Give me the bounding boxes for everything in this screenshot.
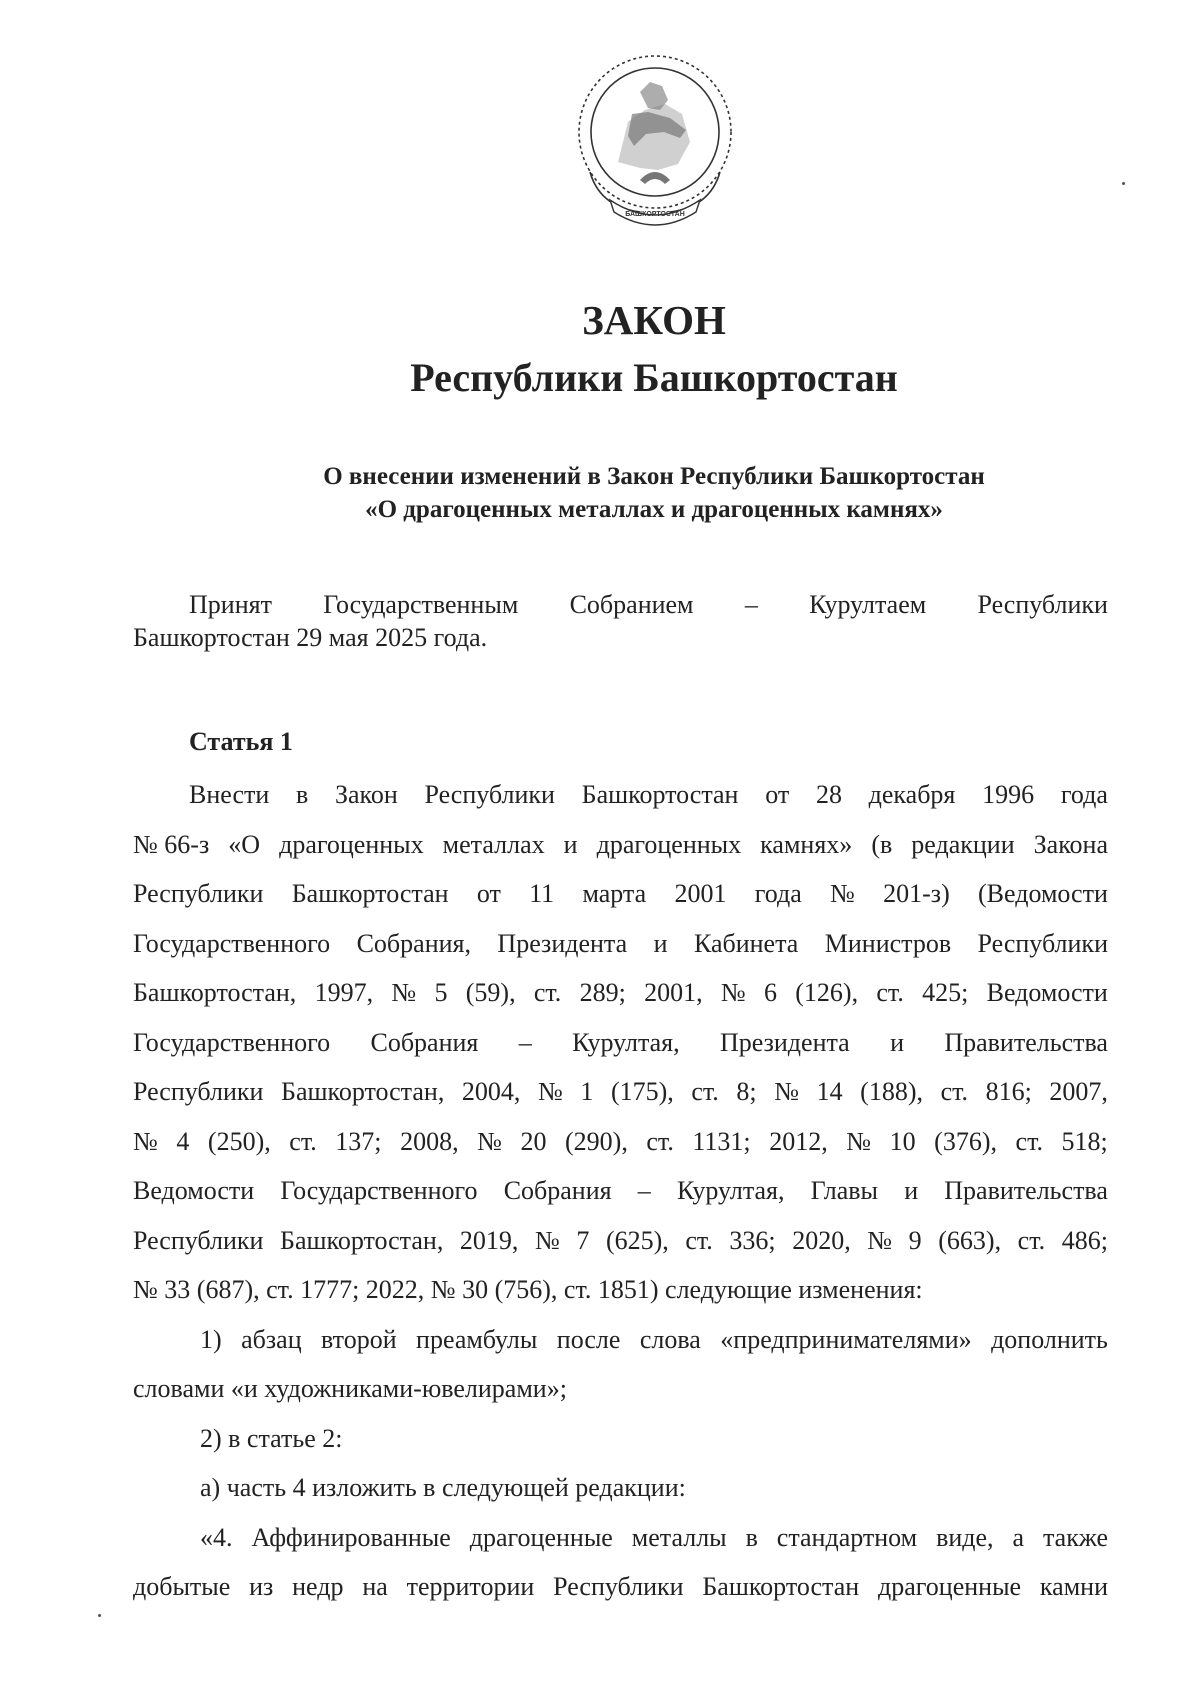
article-word: ст. — [1015, 1126, 1043, 1156]
quoted-word: в — [745, 1522, 758, 1552]
article-word: 7 — [576, 1225, 590, 1255]
article-word: 4 — [176, 1126, 190, 1156]
article-word: ст. — [691, 1077, 719, 1106]
quoted-word: на — [362, 1572, 388, 1601]
article-word: 1997, — [314, 978, 374, 1007]
article-word: Курултая, — [676, 1176, 785, 1205]
quoted-word: недр — [292, 1572, 344, 1601]
article-line — [133, 1067, 1108, 1117]
article-word: Собрания, — [356, 928, 471, 958]
article-word: 8; — [736, 1077, 757, 1106]
adoption-word: Государственным — [323, 590, 519, 619]
article-word: 2019, — [459, 1225, 519, 1255]
article-word: 137; — [335, 1126, 382, 1156]
article-word: ст. — [1017, 1225, 1046, 1255]
article-word: металлах — [442, 829, 545, 859]
article-word: драгоценных — [596, 829, 742, 859]
article-line — [133, 869, 1108, 919]
article-word: 425; — [922, 978, 969, 1007]
scan-speck — [1122, 182, 1125, 185]
article-word: в — [295, 780, 309, 809]
article-word: ст. — [685, 1225, 713, 1255]
article-word: ст. — [289, 1126, 317, 1156]
article-word: ст. — [940, 1077, 969, 1106]
quoted-word: «4. — [200, 1522, 233, 1552]
article-line — [133, 1216, 1108, 1266]
article-word: Башкортостан — [291, 879, 449, 908]
article-word: № — [867, 1225, 893, 1255]
article-word: – — [637, 1176, 651, 1205]
article-word: 6 — [763, 978, 777, 1007]
article-heading: Статья 1 — [189, 727, 293, 756]
law-jurisdiction: Республики Башкортостан — [410, 355, 898, 400]
quoted-text-line — [133, 1562, 1108, 1612]
article-word: Республики — [977, 928, 1108, 958]
article-word: от — [476, 879, 501, 908]
quoted-word: металлы — [631, 1522, 727, 1552]
amendment-word: 1) — [200, 1324, 222, 1354]
adoption-word: Курултаем — [809, 590, 927, 619]
amendment-item-1 — [133, 1315, 1108, 1365]
article-word: 5 — [434, 978, 448, 1007]
article-word: № — [774, 1077, 800, 1106]
article-word: 2007, — [1049, 1077, 1108, 1106]
article-word: (175), — [610, 1077, 674, 1106]
article-body — [133, 770, 1108, 1612]
article-word: Республики — [133, 1225, 264, 1255]
article-word: № 66-з — [133, 829, 210, 859]
amendment-item-2: 2) в статье 2: — [200, 1423, 343, 1453]
quoted-word: Республики — [553, 1572, 684, 1601]
article-word: 201-з) — [883, 879, 950, 908]
quoted-word: также — [1042, 1522, 1108, 1552]
article-line — [133, 1117, 1108, 1167]
article-word: Президента — [497, 928, 628, 958]
article-word: года — [1060, 780, 1108, 809]
article-line — [133, 1018, 1108, 1068]
article-word: 14 — [816, 1077, 843, 1106]
scan-speck — [98, 1614, 101, 1617]
article-line — [133, 820, 1108, 870]
article-word: Ведомости — [133, 1176, 255, 1205]
article-word: 10 — [889, 1126, 916, 1156]
article-word: № — [846, 1126, 872, 1156]
amendment-item-1-continuation: словами «и художниками-ювелирами»; — [133, 1374, 567, 1403]
amendment-word: после — [556, 1324, 621, 1354]
amendment-item-2a: а) часть 4 изложить в следующей редакции: — [200, 1473, 686, 1502]
article-paragraph — [133, 770, 1108, 1265]
article-word: 28 — [815, 780, 842, 809]
article-word: декабря — [868, 780, 956, 809]
article-word: (663), — [938, 1225, 1002, 1255]
article-word: Закона — [1033, 829, 1108, 859]
adoption-word: Принят — [189, 590, 272, 619]
article-line: № 33 (687), ст. 1777; 2022, № 30 (756), ст. 1851) следующие изменения: — [133, 1275, 923, 1304]
article-word: 486; — [1061, 1225, 1108, 1255]
article-word: Ведомости — [986, 978, 1108, 1007]
article-word: марта — [582, 879, 647, 908]
article-word: (Ведомости — [978, 879, 1108, 908]
article-line — [133, 770, 1108, 820]
article-word: и — [890, 1027, 904, 1057]
article-word: 336; — [729, 1225, 776, 1255]
article-word: 1 — [580, 1077, 594, 1106]
subtitle-line-1: О внесении изменений в Закон Республики Башкортостан — [323, 463, 985, 490]
article-word: Президента — [719, 1027, 850, 1057]
article-word: «О — [228, 829, 261, 859]
quoted-word: камни — [1039, 1572, 1108, 1601]
quoted-word: а — [1012, 1522, 1025, 1552]
quoted-word: Башкортостан — [702, 1572, 860, 1601]
quoted-word: виде, — [936, 1522, 994, 1552]
article-word: редакции — [911, 829, 1015, 859]
article-word: 1996 — [982, 780, 1035, 809]
article-word: № — [537, 1077, 563, 1106]
article-word: Республики — [133, 879, 264, 908]
article-word: Правительства — [944, 1176, 1108, 1205]
article-word: 518; — [1061, 1126, 1108, 1156]
article-word: 816; — [985, 1077, 1032, 1106]
adoption-word: Республики — [977, 590, 1108, 619]
article-word: № — [477, 1126, 502, 1156]
quoted-word: Аффинированные — [251, 1522, 451, 1552]
article-word: Курултая, — [572, 1027, 680, 1057]
article-word: Государственного — [133, 1027, 331, 1057]
article-word: Внести — [189, 780, 270, 809]
article-word: ст. — [533, 978, 562, 1007]
article-word: и — [653, 928, 668, 958]
article-word: № — [830, 879, 855, 908]
article-word: ст. — [876, 978, 904, 1007]
adoption-word: Собранием — [569, 590, 694, 619]
article-word: (126), — [795, 978, 859, 1007]
adoption-line-2: Башкортостан 29 мая 2025 года. — [133, 623, 488, 652]
article-line — [133, 968, 1108, 1018]
article-line — [133, 1166, 1108, 1216]
article-word: 2001, — [644, 978, 703, 1007]
article-word: № — [534, 1225, 560, 1255]
article-word: Государственного — [280, 1176, 478, 1205]
article-word: от — [765, 780, 790, 809]
amendment-word: второй — [321, 1324, 397, 1354]
quoted-word: драгоценные — [469, 1522, 613, 1552]
article-word: и — [563, 829, 578, 859]
article-word: Башкортостан, — [281, 1077, 445, 1106]
article-word: (376), — [934, 1126, 997, 1156]
article-word: Закон — [334, 780, 398, 809]
article-word: № — [720, 978, 746, 1007]
article-word: 2012, — [769, 1126, 828, 1156]
article-word: 2008, — [400, 1126, 459, 1156]
amendment-word: дополнить — [991, 1324, 1108, 1354]
article-word: 20 — [520, 1126, 547, 1156]
article-word: Государственного — [133, 928, 331, 958]
quoted-word: территории — [406, 1572, 535, 1601]
article-word: Главы — [810, 1176, 879, 1205]
article-word: Министров — [824, 928, 952, 958]
article-word: (625), — [605, 1225, 669, 1255]
article-word: Башкортостан, — [280, 1225, 444, 1255]
article-word: Собрания — [370, 1027, 479, 1057]
amendment-word: «предпринимателями» — [720, 1324, 972, 1354]
article-word: Башкортостан, — [133, 978, 297, 1007]
quoted-word: из — [249, 1572, 274, 1601]
article-word: 2004, — [461, 1077, 521, 1106]
article-word: драгоценных — [279, 829, 424, 859]
article-word: (в — [871, 829, 893, 859]
coat-of-arms-emblem — [570, 52, 740, 232]
article-word: (59), — [465, 978, 516, 1007]
quoted-text-line — [133, 1513, 1108, 1563]
article-word: (188), — [860, 1077, 923, 1106]
article-word: года — [754, 879, 802, 908]
article-word: № — [391, 978, 417, 1007]
subtitle-line-2: «О драгоценных металлах и драгоценных камнях» — [365, 496, 943, 523]
article-word: – — [518, 1027, 532, 1057]
amendment-word: преамбулы — [416, 1324, 538, 1354]
emblem-ribbon-text: БАШКОРТОСТАН — [625, 211, 685, 218]
article-word: Республики — [424, 780, 555, 809]
article-word: ст. — [646, 1126, 674, 1156]
article-word: Собрания — [503, 1176, 612, 1205]
article-word: Правительства — [944, 1027, 1108, 1057]
article-word: 1131; — [692, 1126, 751, 1156]
adoption-line-1 — [133, 588, 1108, 621]
adoption-note — [133, 588, 1108, 654]
amendment-word: абзац — [241, 1324, 302, 1354]
article-word: № — [133, 1126, 158, 1156]
article-word: 2020, — [792, 1225, 851, 1255]
article-word: и — [904, 1176, 919, 1205]
quoted-word: добытые — [133, 1572, 231, 1601]
adoption-word: – — [744, 590, 758, 619]
article-word: (250), — [207, 1126, 271, 1156]
quoted-word: стандартном — [776, 1522, 918, 1552]
article-word: 11 — [529, 879, 555, 908]
law-subtitle — [200, 460, 1108, 526]
article-word: (290), — [565, 1126, 628, 1156]
article-line — [133, 919, 1108, 969]
law-title: ЗАКОН — [582, 297, 726, 343]
article-word: Башкортостан — [581, 780, 739, 809]
article-word: Кабинета — [693, 928, 799, 958]
article-word: 289; — [579, 978, 626, 1007]
article-word: Республики — [133, 1077, 264, 1106]
article-word: 2001 — [674, 879, 727, 908]
amendment-word: слова — [639, 1324, 701, 1354]
quoted-word: драгоценные — [878, 1572, 1022, 1601]
article-word: 9 — [908, 1225, 922, 1255]
article-word: камнях» — [760, 829, 853, 859]
